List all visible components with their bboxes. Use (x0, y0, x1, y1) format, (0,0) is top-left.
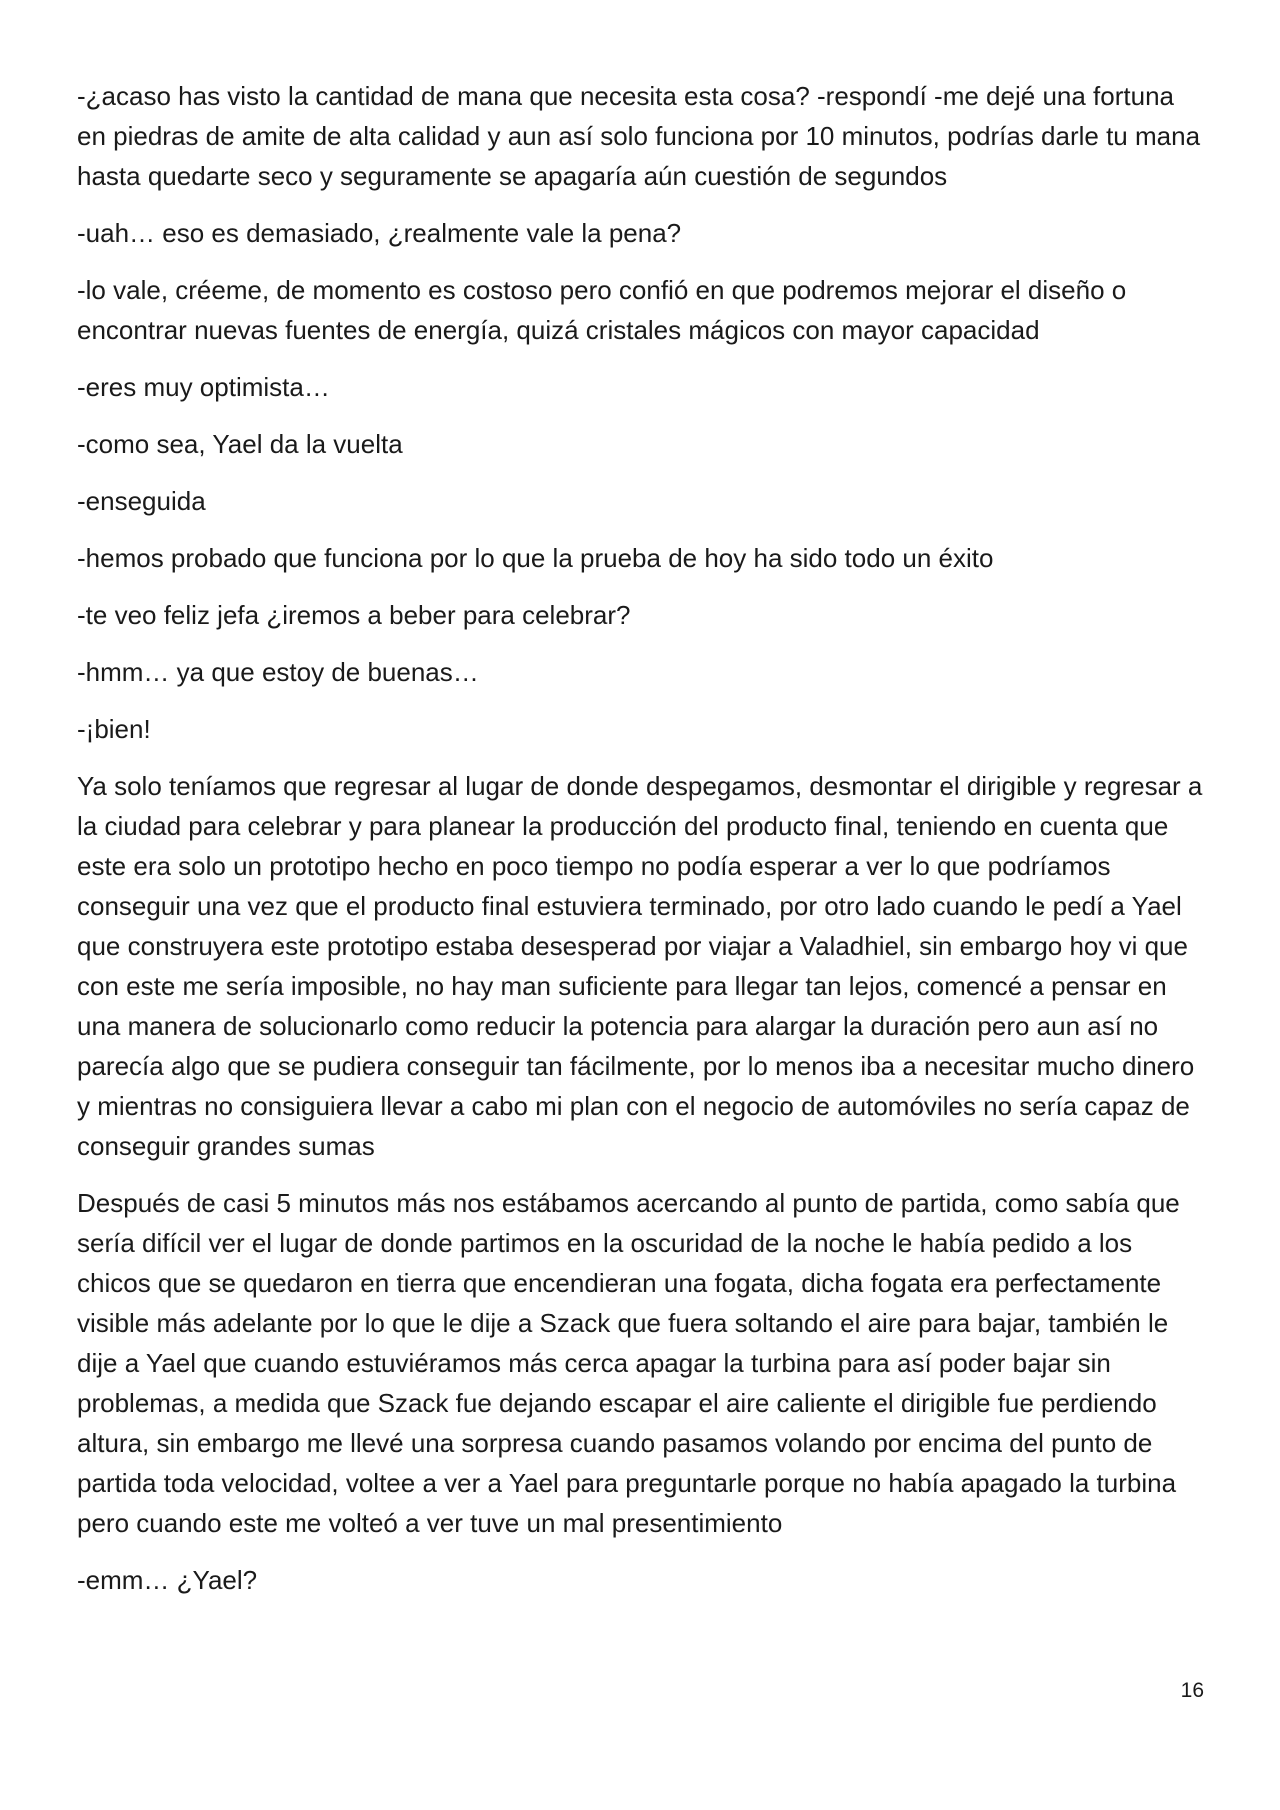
paragraph: -eres muy optimista… (77, 372, 330, 402)
paragraph: -como sea, Yael da la vuelta (77, 429, 403, 459)
paragraph: Ya solo teníamos que regresar al lugar de donde despegamos, desmontar el dirigible y regresar a la ciudad para celebrar y para planear la producción del producto final, teniendo en cuenta que este era solo un prototipo hecho en poco tiempo no podía esperar a ver lo que podríamos conseguir una vez que el producto final estuviera terminado, por otro lado cuando le pedí a Yael que construyera este prototipo estaba desesperad por viajar a Valadhiel, sin embargo hoy vi que con este me sería imposible, no hay man suficiente para llegar tan lejos, comencé a pensar en una manera de solucionarlo como reducir la potencia para alargar la duración pero aun así no parecía algo que se pudiera conseguir tan fácilmente, por lo menos iba a necesitar mucho dinero y mientras no consiguiera llevar a cabo mi plan con el negocio de automóviles no sería capaz de conseguir grandes sumas (77, 771, 1203, 1161)
paragraph: -hemos probado que funciona por lo que la prueba de hoy ha sido todo un éxito (77, 543, 994, 573)
paragraph: -¡bien! (77, 714, 151, 744)
paragraph: -uah… eso es demasiado, ¿realmente vale la pena? (77, 218, 682, 248)
paragraph: -te veo feliz jefa ¿iremos a beber para celebrar? (77, 600, 631, 630)
text-column (77, 76, 1207, 1617)
paragraph: -lo vale, créeme, de momento es costoso pero confió en que podremos mejorar el diseño o encontrar nuevas fuentes de energía, quizá cristales mágicos con mayor capacidad (77, 275, 1127, 345)
page-number: 16 (1180, 1679, 1204, 1702)
paragraph: -emm… ¿Yael? (77, 1565, 258, 1595)
paragraph: -hmm… ya que estoy de buenas… (77, 657, 479, 687)
paragraph: -¿acaso has visto la cantidad de mana que necesita esta cosa? -respondí -me dejé una fortuna en piedras de amite de alta calidad y aun así solo funciona por 10 minutos, podrías darle tu mana hasta quedarte seco y seguramente se apagaría aún cuestión de segundos (77, 81, 1201, 191)
paragraph: -enseguida (77, 486, 206, 516)
paragraph: Después de casi 5 minutos más nos estábamos acercando al punto de partida, como sabía que sería difícil ver el lugar de donde partimos en la oscuridad de la noche le había pedido a los chicos que se quedaron en tierra que encendieran una fogata, dicha fogata era perfectamente visible más adelante por lo que le dije a Szack que fuera soltando el aire para bajar, también le dije a Yael que cuando estuviéramos más cerca apagar la turbina para así poder bajar sin problemas, a medida que Szack fue dejando escapar el aire caliente el dirigible fue perdiendo altura, sin embargo me llevé una sorpresa cuando pasamos volando por encima del punto de partida toda velocidad, voltee a ver a Yael para preguntarle porque no había apagado la turbina pero cuando este me volteó a ver tuve un mal presentimiento (77, 1188, 1180, 1538)
